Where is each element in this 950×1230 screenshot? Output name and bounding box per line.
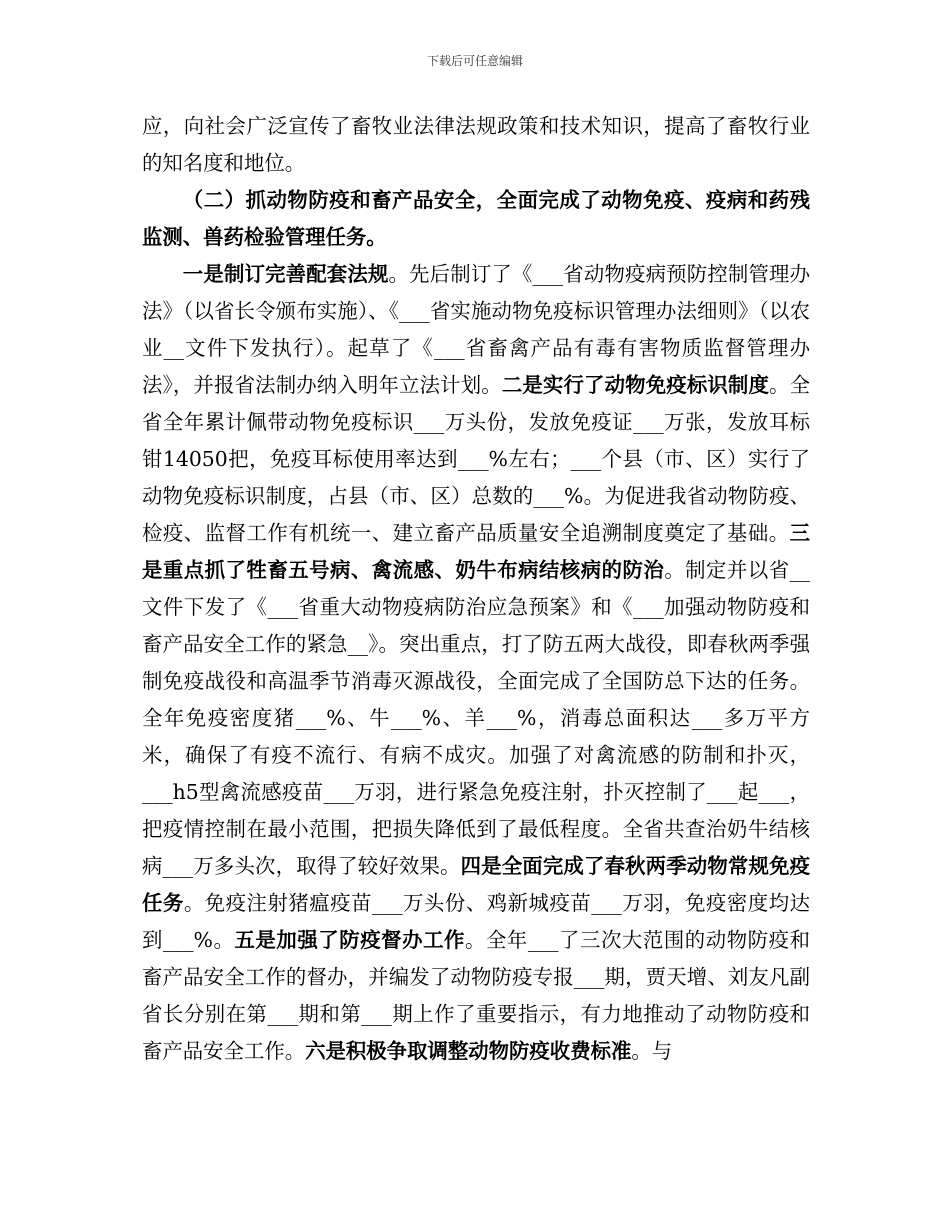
point-6-title: 六是积极争取调整动物防疫收费标准 (305, 1039, 632, 1063)
point-4-text: 。免疫注射猪瘟疫苗___万头份、鸡新城疫苗___万羽，免疫密度均达到___%。 (142, 891, 811, 952)
point-2-text: 。全省全年累计佩带动物免疫标识___万头份，发放免疫证___万张，发放耳标钳14050把，免疫耳标使用率达到___%左右；___个县（市、区）实行了动物免疫标识制度，占县（市、区）总数的___%。为促进我省动物防疫、检疫、监督工作有机统一、建立畜产品质量安全追溯制度奠定了基础。 (142, 373, 810, 545)
point-6-text: 。与 (631, 1039, 673, 1063)
point-5-title: 五是加强了防疫督办工作 (234, 928, 466, 952)
point-3-text: 。制定并以省__文件下发了《___省重大动物疫病防治应急预案》和《___加强动物防疫和畜产品安全工作的紧急__》。突出重点，打了防五两大战役，即春秋两季强制免疫战役和高温季节消毒灭源战役，全面完成了全国防总下达的任务。全年免疫密度猪___%、牛___%、羊___%，消毒总面积达___多万平方米，确保了有疫不流行、有病不成灾。加强了对禽流感的防制和扑灭，___h5型禽流感疫苗___万羽，进行紧急免疫注射，扑灭控制了___起___，把疫情控制在最小范围，把损失降低到了最低程度。全省共查治奶牛结核病___万多头次，取得了较好效果。 (142, 558, 810, 878)
page-header-note: 下载后可任意编辑 (426, 54, 523, 68)
point-4-title: 四是全面完成了春秋两季动物常规免疫任务 (142, 854, 810, 915)
paragraph-continuation: 应，向社会广泛宣传了畜牧业法律法规政策和技术知识，提高了畜牧行业的知名度和地位。 (142, 114, 810, 175)
paragraph-main (142, 256, 810, 1070)
point-2-title: 二是实行了动物免疫标识制度 (501, 373, 770, 397)
section-heading (142, 182, 810, 256)
point-1-title: 一是制订完善配套法规 (182, 262, 389, 286)
document-body (142, 108, 810, 1070)
section-heading-text: （二）抓动物防疫和畜产品安全，全面完成了动物免疫、疫病和药残监测、兽药检验管理任务。 (142, 188, 810, 249)
point-3-title: 三是重点抓了牲畜五号病、禽流感、奶牛布病结核病的防治 (142, 521, 810, 582)
point-1-text: 。先后制订了《___省动物疫病预防控制管理办法》（以省长令颁布实施）、《___省实施动物免疫标识管理办法细则》（以农业__文件下发执行）。起草了《___省畜禽产品有毒有害物质监督管理办法》，并报省法制办纳入明年立法计划。 (142, 262, 810, 397)
point-5-text: 。全年___了三次大范围的动物防疫和畜产品安全工作的督办，并编发了动物防疫专报___期，贾天增、刘友凡副省长分别在第___期和第___期上作了重要指示，有力地推动了动物防疫和畜产品安全工作。 (142, 928, 810, 1063)
